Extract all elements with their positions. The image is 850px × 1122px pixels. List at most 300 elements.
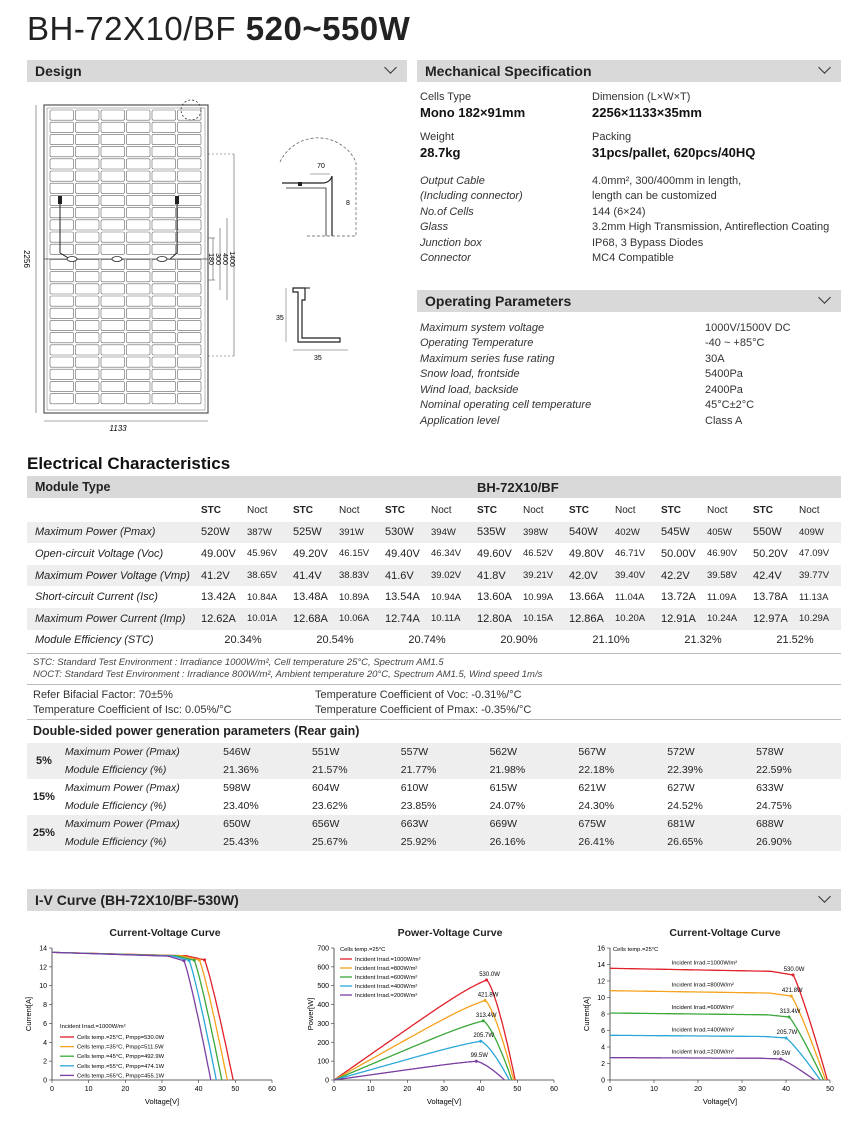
iv-section-title: I-V Curve (BH-72X10/BF-530W) [35, 892, 239, 908]
y-tick-label: 10 [39, 983, 47, 991]
pmax-value: 578W [752, 743, 841, 761]
noct-value: 39.02V [427, 565, 473, 587]
legend-label: Incident Irrad.=200W/m² [671, 1049, 734, 1056]
solar-cell [127, 333, 151, 343]
legend-label: Cells temp.=45°C, Pmpp=492.9W [77, 1054, 165, 1061]
mpp-point [193, 959, 196, 962]
solar-cell [152, 232, 176, 242]
dim-width: 1133 [109, 424, 127, 433]
table-row [27, 761, 841, 779]
noct-value: 398W [519, 522, 565, 544]
design-section-header[interactable] [27, 60, 407, 82]
pmax-value: 688W [752, 815, 841, 833]
row-label-empty [27, 500, 197, 522]
pmax-value: 675W [574, 815, 663, 833]
solar-cell [101, 394, 125, 404]
spec-row [420, 204, 829, 220]
x-tick-label: 60 [550, 1086, 558, 1093]
solar-cell [152, 195, 176, 205]
pmax-value: 615W [489, 782, 518, 794]
y-tick-label: 4 [601, 1044, 605, 1052]
mpp-point [188, 959, 191, 962]
param-row [420, 413, 791, 429]
x-axis-label: Voltage[V] [702, 1097, 738, 1106]
solar-cell [152, 320, 176, 330]
noct-value: 11.09A [707, 591, 737, 603]
legend-label: Cells temp.=55°C, Pmpp=474.1W [77, 1063, 165, 1070]
y-tick-label: 2 [601, 1061, 605, 1068]
noct-value: 10.94A [431, 591, 462, 603]
rear-gain-percent: 25% [27, 815, 61, 851]
solar-cell [50, 284, 74, 294]
solar-cell [76, 259, 100, 269]
chart-title-iv-temp: Current-Voltage Curve [109, 927, 221, 939]
solar-cell [76, 333, 100, 343]
stc-value: 13.66A [569, 591, 604, 604]
double-sided-title: Double-sided power generation parameters (Rear gain) [33, 724, 360, 738]
y-tick-label: 14 [597, 962, 605, 969]
legend-label: Incident Irrad.=200W/m² [355, 993, 418, 999]
noct-value: 39.40V [611, 565, 657, 587]
legend-label: Cells temp.=25°C, Pmpp=530.0W [77, 1035, 165, 1041]
operating-param-table [420, 320, 791, 429]
note-noct: NOCT: Standard Test Environment : Irradiance 800W/m², Ambient temperature 20°C, Spectrum AM1.5, Wind speed 1m/s [33, 669, 543, 680]
data-label: 530.0W [479, 972, 500, 979]
y-tick-label: 12 [597, 978, 605, 986]
solar-cell [50, 320, 74, 330]
pmax-value: 663W [397, 815, 486, 833]
stc-value: 520W [197, 522, 243, 544]
efficiency-value: 24.75% [756, 800, 792, 812]
stc-header: STC [477, 505, 497, 517]
junction-box [67, 257, 77, 262]
x-tick-label: 30 [738, 1086, 746, 1093]
table-row [27, 522, 841, 544]
spec-row [420, 173, 829, 189]
solar-cell [127, 357, 151, 367]
spec-value: 4.0mm², 300/400mm in length, [592, 174, 742, 187]
module-type-model: BH-72X10/BF [477, 480, 559, 495]
legend-label: Incident Irrad.=400W/m² [355, 984, 418, 990]
solar-cell [76, 284, 100, 294]
noct-value: 402W [611, 522, 657, 544]
y-tick-label: 0 [601, 1077, 605, 1085]
efficiency-value: 24.30% [578, 800, 615, 812]
solar-cell [127, 159, 151, 169]
solar-cell [127, 284, 151, 294]
noct-value: 10.24A [703, 608, 749, 630]
noct-value: 10.99A [523, 591, 554, 603]
mpp-point [183, 959, 186, 962]
module-type-label: Module Type [35, 480, 111, 494]
solar-cell [152, 183, 176, 193]
spec-row [420, 235, 829, 251]
mpp-point [790, 995, 793, 998]
solar-cell [50, 345, 74, 355]
solar-cell [127, 369, 151, 379]
spec-label: Connector [420, 252, 471, 265]
pmax-value: 546W [219, 743, 308, 761]
solar-cell [178, 232, 202, 242]
solar-cell [50, 147, 74, 157]
solar-cell [178, 208, 202, 218]
stc-value: 50.20V [753, 547, 788, 560]
stc-header: STC [385, 505, 405, 517]
packing-label: Packing [592, 131, 632, 143]
solar-cell [101, 208, 125, 218]
efficiency-value: 23.85% [400, 800, 437, 812]
solar-cell [50, 134, 74, 144]
y-axis-label: Power[W] [306, 997, 315, 1031]
chevron-down-icon[interactable] [818, 61, 831, 74]
param-row [420, 398, 791, 414]
rear-gain-percent: 15% [32, 791, 55, 803]
solar-cell [127, 171, 151, 181]
param-value: 30A [705, 352, 725, 365]
solar-cell [127, 308, 151, 318]
y-axis-label: Current[A] [24, 996, 33, 1032]
stc-value: 550W [749, 522, 795, 544]
param-label: Maximum system voltage [420, 321, 545, 334]
pmax-value: 610W [400, 782, 429, 794]
param-row [420, 382, 791, 398]
solar-cell [178, 284, 202, 294]
solar-cell [50, 220, 74, 230]
dim-35-width: 35 [314, 355, 322, 362]
mechanical-spec-table [420, 173, 829, 266]
solar-cell [127, 110, 151, 120]
y-tick-label: 0 [325, 1077, 329, 1085]
solar-cell [76, 122, 100, 132]
table-row [27, 797, 841, 815]
solar-cell [76, 171, 100, 181]
row-label: Maximum Power Current (Imp) [27, 608, 197, 630]
solar-cell [178, 171, 202, 181]
series-line [610, 1058, 815, 1080]
table-header-row [27, 500, 841, 522]
solar-cell [152, 208, 176, 218]
series-line [610, 1013, 823, 1080]
legend-label: Incident Irrad.=800W/m² [355, 966, 418, 972]
param-value: 1000V/1500V DC [705, 321, 791, 334]
spec-value: 3.2mm High Transmission, Antireflection Coating [592, 221, 830, 234]
solar-cell [50, 244, 74, 254]
solar-cell [152, 381, 176, 391]
stc-value: 12.91A [657, 608, 703, 630]
solar-cell [50, 296, 74, 306]
solar-cell [76, 272, 100, 282]
junction-box [112, 257, 122, 262]
row-label: Maximum Power Voltage (Vmp) [27, 565, 197, 587]
param-label: Nominal operating cell temperature [420, 399, 592, 412]
noct-header: Noct [339, 505, 360, 517]
chevron-down-icon[interactable] [818, 291, 831, 304]
x-tick-label: 0 [50, 1086, 54, 1093]
dimension-value: 2256×1133×35mm [592, 105, 702, 120]
mechanical-section-header[interactable] [417, 60, 841, 82]
spec-label: (Including connector) [420, 190, 523, 203]
spec-row [420, 189, 829, 205]
solar-cell [101, 147, 125, 157]
solar-cell [101, 284, 125, 294]
series-line [52, 952, 211, 1080]
solar-cell [178, 272, 202, 282]
chart-title-iv-irrad: Current-Voltage Curve [669, 927, 781, 939]
solar-cell [76, 308, 100, 318]
mpp-point [479, 1040, 482, 1043]
solar-cell [152, 394, 176, 404]
mpp-point [484, 999, 487, 1002]
data-label: 205.7W [473, 1033, 495, 1040]
param-row [420, 351, 791, 367]
solar-cell [127, 232, 151, 242]
noct-header: Noct [799, 505, 820, 517]
solar-cell [76, 110, 100, 120]
noct-value: 10.15A [519, 608, 565, 630]
iv-section-header[interactable] [27, 889, 841, 911]
stc-header: STC [661, 505, 681, 517]
stc-value: 13.42A [201, 591, 236, 604]
packing-value: 31pcs/pallet, 620pcs/40HQ [592, 145, 756, 160]
chevron-down-icon[interactable] [818, 890, 831, 903]
solar-cell [76, 357, 100, 367]
legend-title: Incident Irrad.=1000W/m² [60, 1024, 126, 1030]
param-label: Maximum series fuse rating [420, 352, 555, 365]
noct-value: 38.65V [243, 565, 289, 587]
efficiency-value: 20.74% [408, 634, 446, 647]
solar-cell [152, 134, 176, 144]
y-tick-label: 16 [597, 945, 605, 953]
noct-value: 10.84A [247, 591, 278, 603]
weight-label: Weight [420, 131, 455, 143]
row-label: Maximum Power (Pmax) [61, 743, 219, 761]
x-axis-label: Voltage[V] [144, 1097, 180, 1106]
table-row [27, 586, 841, 608]
y-tick-label: 300 [317, 1020, 329, 1028]
pmax-value: 633W [756, 782, 784, 794]
solar-cell [152, 284, 176, 294]
y-tick-label: 4 [43, 1039, 47, 1047]
solar-cell [76, 208, 100, 218]
spec-value: 144 (6×24) [592, 205, 646, 218]
param-value: 5400Pa [705, 368, 743, 381]
power-range: 520~550W [245, 10, 411, 47]
noct-header: Noct [615, 505, 636, 517]
solar-cell [76, 183, 100, 193]
data-label: 313.4W [779, 1009, 801, 1016]
solar-cell [101, 320, 125, 330]
mpp-point [792, 973, 795, 976]
series-line [334, 1041, 509, 1080]
stc-value: 545W [657, 522, 703, 544]
solar-cell [152, 357, 176, 367]
module-type-bar [27, 476, 841, 498]
data-label: 421.8W [477, 992, 499, 999]
pmax-value: 604W [311, 782, 340, 794]
stc-header: STC [569, 505, 589, 517]
param-value: 45°C±2°C [705, 399, 755, 412]
noct-header: Noct [431, 505, 452, 517]
legend-label: Incident Irrad.=1000W/m² [671, 960, 738, 967]
solar-cell [76, 220, 100, 230]
noct-value: 46.52V [523, 548, 554, 560]
stc-value: 42.2V [657, 565, 703, 587]
noct-value: 39.21V [519, 565, 565, 587]
row-label: Module Efficiency (%) [61, 833, 219, 851]
legend-label: Incident Irrad.=600W/m² [671, 1005, 734, 1012]
noct-value: 11.04A [615, 591, 645, 603]
efficiency-value: 26.41% [574, 833, 663, 851]
param-label: Wind load, backside [420, 383, 519, 396]
solar-cell [101, 110, 125, 120]
noct-value: 10.06A [335, 608, 381, 630]
solar-cell [76, 296, 100, 306]
operating-section-header[interactable] [417, 290, 841, 312]
stc-value: 13.54A [385, 591, 420, 604]
x-tick-label: 50 [826, 1086, 834, 1093]
data-label: 313.4W [475, 1012, 497, 1019]
solar-cell [127, 220, 151, 230]
solar-cell [127, 259, 151, 269]
x-tick-label: 40 [194, 1086, 203, 1093]
data-label: 99.5W [773, 1050, 791, 1057]
mechanical-section-title: Mechanical Specification [425, 63, 592, 79]
solar-cell [127, 147, 151, 157]
solar-cell [101, 244, 125, 254]
mpp-point [485, 979, 488, 982]
solar-cell [152, 333, 176, 343]
y-tick-label: 400 [317, 1002, 329, 1010]
efficiency-value: 26.90% [752, 833, 841, 851]
noct-value: 10.20A [611, 608, 657, 630]
stc-header: STC [753, 505, 773, 517]
spec-label: Output Cable [420, 174, 485, 187]
solar-cell [178, 357, 202, 367]
pmax-value: 621W [578, 782, 606, 794]
x-tick-label: 40 [782, 1086, 790, 1093]
noct-value: 10.29A [795, 608, 841, 630]
efficiency-value: 24.07% [489, 800, 526, 812]
temp-coef-pmax: Temperature Coefficient of Pmax: -0.35%/°C [315, 704, 532, 716]
spec-label: Junction box [420, 236, 482, 249]
legend-label: Incident Irrad.=400W/m² [671, 1027, 734, 1034]
dim-35-height: 35 [276, 315, 284, 322]
solar-cell [178, 369, 202, 379]
solar-cell [152, 122, 176, 132]
efficiency-value: 23.40% [223, 800, 259, 812]
solar-cell [127, 122, 151, 132]
data-label: 530.0W [783, 966, 805, 973]
corner-detail-drawing [280, 138, 356, 236]
stc-header: STC [293, 505, 313, 517]
solar-cell [50, 110, 74, 120]
noct-value: 46.90V [707, 548, 738, 560]
solar-cell [50, 183, 74, 193]
model-name: BH-72X10/BF [27, 10, 237, 47]
solar-cell [152, 220, 176, 230]
solar-cell [50, 308, 74, 318]
x-tick-label: 30 [158, 1086, 166, 1093]
electrical-title: Electrical Characteristics [27, 454, 231, 473]
efficiency-value: 20.54% [316, 634, 354, 647]
noct-value: 387W [243, 522, 289, 544]
noct-value: 39.77V [795, 565, 841, 587]
solar-cell [152, 147, 176, 157]
solar-cell [178, 147, 202, 157]
solar-cell [127, 272, 151, 282]
solar-cell [101, 220, 125, 230]
efficiency-value: 21.36% [219, 761, 308, 779]
design-section-title: Design [35, 63, 82, 79]
stc-value: 535W [473, 522, 519, 544]
pv-curve-irradiance-chart [304, 940, 566, 1110]
param-value: Class A [705, 414, 743, 427]
solar-cell [101, 369, 125, 379]
param-value: -40 ~ +85°C [705, 337, 765, 350]
page-title [27, 10, 410, 48]
efficiency-value: 20.34% [224, 634, 262, 647]
x-tick-label: 50 [513, 1086, 522, 1093]
solar-cell [50, 369, 74, 379]
solar-cell [50, 357, 74, 367]
stc-value: 525W [289, 522, 335, 544]
solar-cell [178, 320, 202, 330]
mpp-point [785, 1036, 788, 1039]
efficiency-value: 26.16% [486, 833, 575, 851]
stc-value: 41.6V [381, 565, 427, 587]
solar-cell [127, 320, 151, 330]
row-label: Module Efficiency (%) [61, 761, 219, 779]
iv-curve-irradiance-chart [580, 940, 842, 1110]
stc-value: 49.20V [293, 547, 328, 560]
row-label: Module Efficiency (%) [64, 800, 167, 812]
y-tick-label: 2 [43, 1058, 47, 1066]
row-label: Maximum Power (Pmax) [64, 782, 180, 794]
x-tick-label: 20 [121, 1086, 130, 1093]
stc-header: STC [201, 505, 221, 517]
solar-cell [76, 232, 100, 242]
noct-header: Noct [523, 505, 544, 517]
solar-cell [127, 394, 151, 404]
param-label: Application level [420, 414, 500, 427]
bifacial-factor: Refer Bifacial Factor: 70±5% [33, 689, 173, 701]
efficiency-value: 22.39% [663, 761, 752, 779]
efficiency-value: 22.59% [752, 761, 841, 779]
solar-cell [178, 259, 202, 269]
noct-value: 10.89A [339, 591, 370, 603]
noct-header: Noct [707, 505, 728, 517]
param-row [420, 320, 791, 336]
solar-cell [178, 308, 202, 318]
chevron-down-icon[interactable] [384, 61, 397, 74]
cells-type-label: Cells Type [420, 91, 472, 103]
dimension-label: Dimension (L×W×T) [592, 91, 691, 103]
noct-value: 391W [335, 522, 381, 544]
stc-value: 41.2V [197, 565, 243, 587]
efficiency-value: 20.90% [500, 634, 538, 647]
noct-value: 10.11A [427, 608, 473, 630]
series-line [52, 952, 233, 1080]
stc-value: 13.48A [293, 591, 328, 604]
solar-cell [152, 369, 176, 379]
y-tick-label: 10 [597, 995, 605, 1002]
efficiency-value: 25.92% [397, 833, 486, 851]
spec-row [420, 251, 829, 267]
stc-value: 41.4V [289, 565, 335, 587]
double-sided-table [27, 743, 841, 851]
stc-value: 41.8V [473, 565, 519, 587]
solar-cell [50, 394, 74, 404]
